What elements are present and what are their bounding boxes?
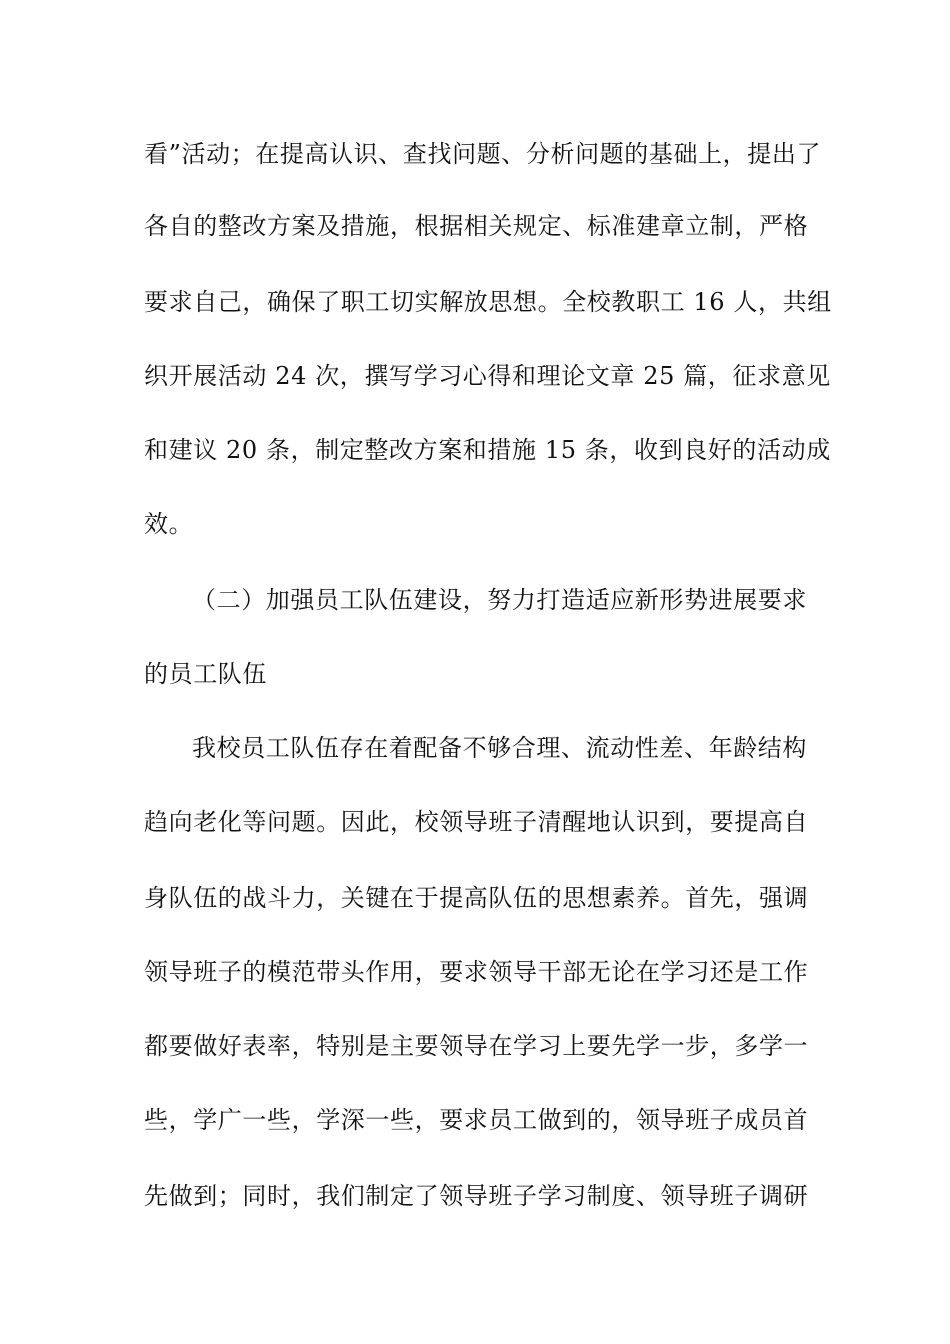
paragraph-line: 些，学广一些，学深一些，要求员工做到的，领导班子成员首	[144, 1106, 809, 1134]
section-heading-line: （二）加强员工队伍建设，努力打造适应新形势进展要求	[192, 586, 807, 614]
paragraph-line: 效。	[144, 510, 194, 538]
paragraph-line: 趋向老化等问题。因此，校领导班子清醒地认识到，要提高自	[144, 808, 809, 836]
paragraph-line: 和建议 20 条，制定整改方案和措施 15 条，收到良好的活动成	[144, 436, 831, 464]
paragraph-line: 身队伍的战斗力，关键在于提高队伍的思想素养。首先，强调	[144, 884, 809, 912]
paragraph-line: 各自的整改方案及措施，根据相关规定、标准建章立制，严格	[144, 212, 809, 240]
section-heading-line: 的员工队伍	[144, 660, 267, 688]
paragraph-line: 要求自己，确保了职工切实解放思想。全校教职工 16 人，共组	[144, 288, 832, 316]
paragraph-line: 看”活动；在提高认识、查找问题、分析问题的基础上，提出了	[144, 140, 822, 168]
paragraph-line: 都要做好表率，特别是主要领导在学习上要先学一步，多学一	[144, 1032, 809, 1060]
paragraph-line: 我校员工队伍存在着配备不够合理、流动性差、年龄结构	[192, 734, 807, 762]
paragraph-line: 先做到；同时，我们制定了领导班子学习制度、领导班子调研	[144, 1182, 809, 1210]
paragraph-line: 领导班子的模范带头作用，要求领导干部无论在学习还是工作	[144, 958, 809, 986]
paragraph-line: 织开展活动 24 次，撰写学习心得和理论文章 25 篇，征求意见	[144, 362, 831, 390]
